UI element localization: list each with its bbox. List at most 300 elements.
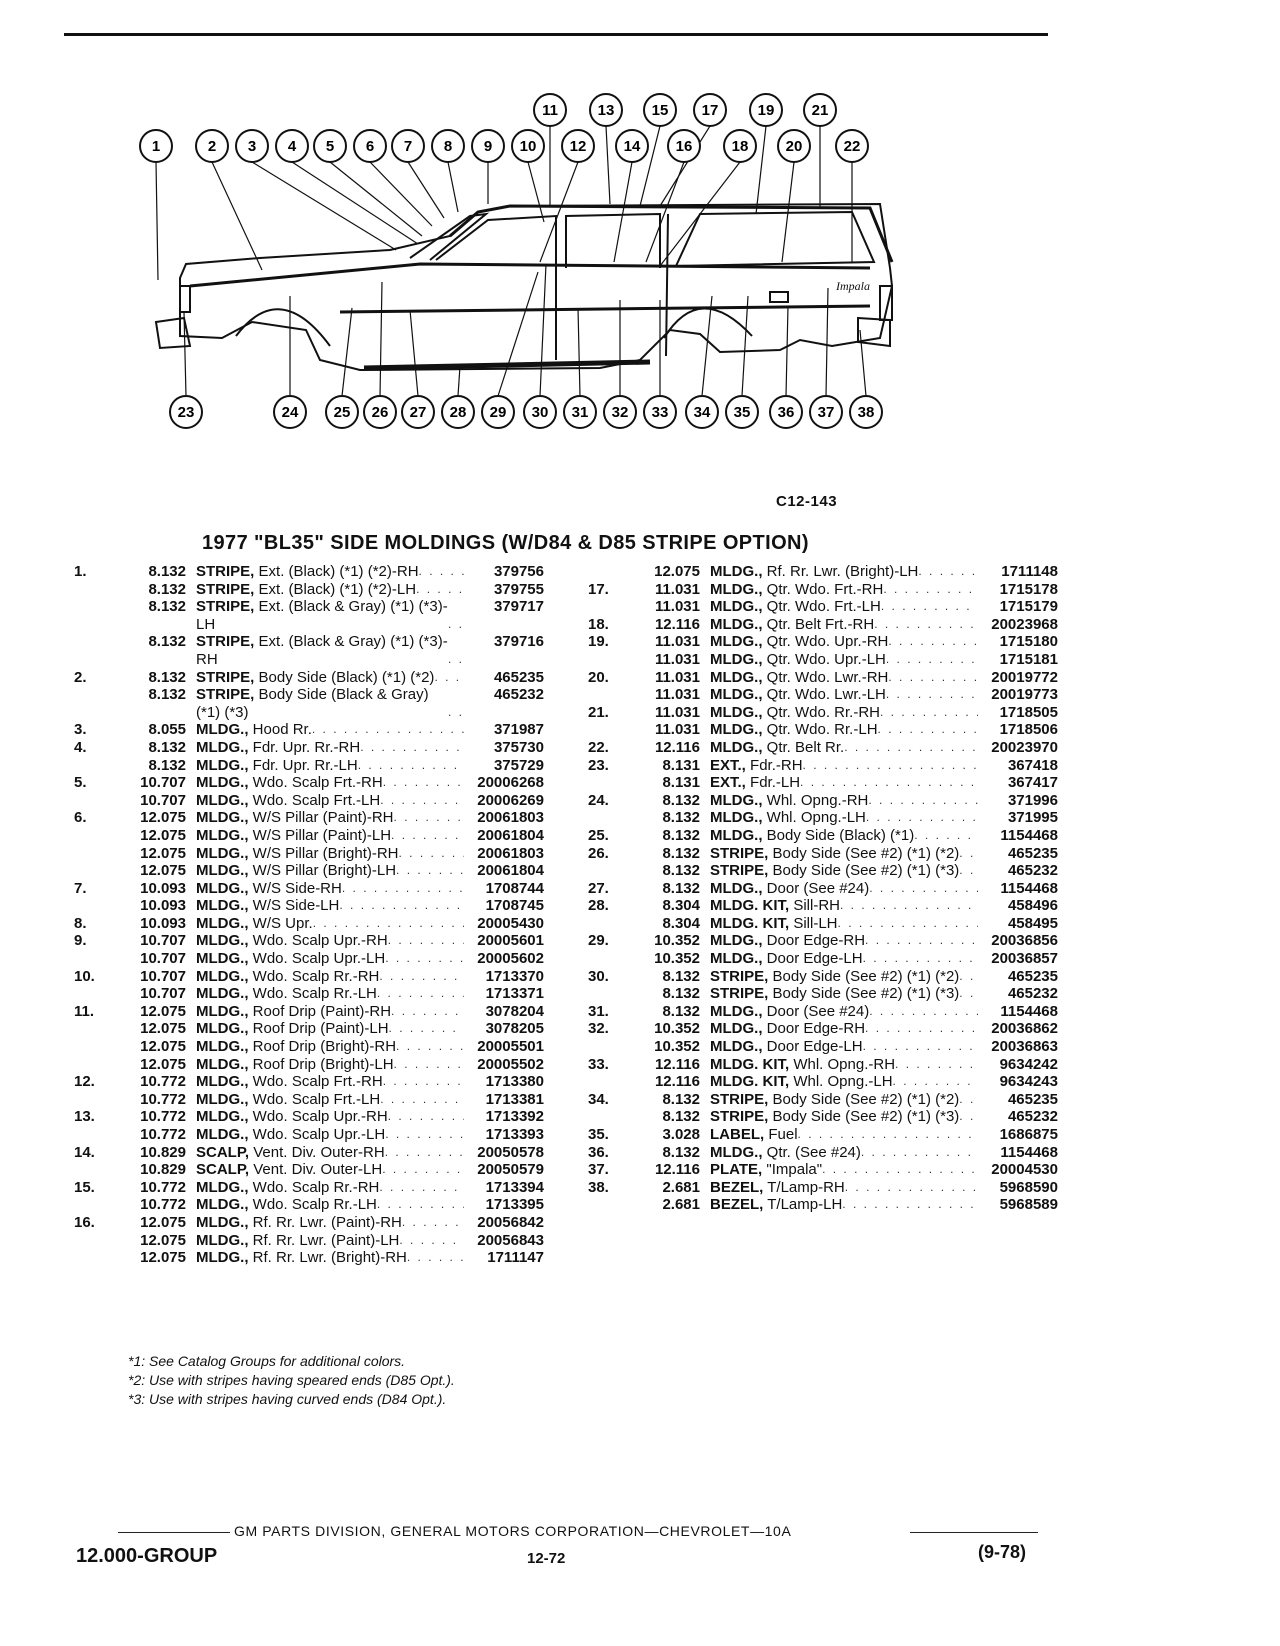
group-number: 8.304 [662,914,700,932]
part-keyword: MLDG., [710,1020,763,1038]
part-description [196,669,464,687]
part-row [74,1161,544,1179]
part-detail: Whl. Opng.-LH [766,809,866,827]
leader-dots [448,616,464,634]
group-number: 10.093 [140,897,186,915]
part-description [710,651,978,669]
leader-dots [861,1144,978,1162]
group-number: 2.681 [662,1196,700,1214]
part-row [588,1161,1058,1179]
group-number: 10.352 [654,1020,700,1038]
part-keyword: MLDG., [710,1002,763,1020]
group-number: 10.772 [140,1178,186,1196]
part-number: 1154468 [1000,1143,1058,1161]
callout-36 [770,396,802,428]
part-detail: W/S Pillar (Paint)-RH [252,809,394,827]
callout-27 [402,396,434,428]
part-number: 1718505 [999,703,1058,721]
part-number: 1713381 [485,1090,544,1108]
part-row [74,1091,544,1109]
part-detail: Qtr. (See #24) [766,1143,861,1161]
part-row [74,985,544,1003]
part-detail: Vent. Div. Outer-RH [253,1143,385,1161]
part-number: 465232 [1007,985,1058,1003]
leader-line [448,162,458,212]
part-description [710,581,978,599]
part-number: 1154468 [1000,826,1058,844]
part-number: 5968589 [999,1196,1058,1214]
callout-37 [810,396,842,428]
leader-dots [448,651,464,669]
leader-dots [382,1161,464,1179]
part-description [196,563,464,581]
group-number: 10.829 [140,1161,186,1179]
part-description [710,669,978,687]
part-detail: Qtr. Wdo. Frt.-LH [766,598,881,616]
part-detail: Rf. Rr. Lwr. (Paint)-LH [252,1231,400,1249]
leader-line [292,162,418,244]
part-number: 367417 [1007,774,1058,792]
leader-dots [388,1108,464,1126]
part-row [74,739,544,757]
part-detail: Door Edge-LH [766,1038,863,1056]
part-keyword: MLDG., [196,791,249,809]
group-number: 10.707 [140,985,186,1003]
part-row [74,1003,544,1021]
group-number: 12.116 [654,615,700,633]
leader-dots [339,897,464,915]
part-description [710,809,978,827]
item-number: 14. [74,1143,95,1161]
part-detail: Door (See #24) [766,879,870,897]
callout-number: 34 [693,404,711,421]
part-description [196,1003,464,1021]
roof-line [450,206,892,262]
callout-1 [140,130,172,162]
part-row [588,932,1058,950]
leader-dots [385,1144,464,1162]
callout-26 [364,396,396,428]
part-keyword: MLDG., [710,791,763,809]
callout-number: 37 [817,404,835,421]
part-description [710,932,978,950]
leader-dots [863,950,978,968]
leader-dots [959,862,978,880]
group-number: 8.131 [662,756,700,774]
part-number: 20005501 [477,1038,544,1056]
leader-dots [800,774,978,792]
leader-lines [156,126,866,396]
callout-number: 15 [651,102,669,119]
part-keyword: MLDG., [196,1213,249,1231]
part-number: 3078204 [485,1002,544,1020]
part-description [710,1126,978,1144]
part-number: 3078205 [485,1020,544,1038]
part-number: 20019772 [991,668,1058,686]
part-detail: Wdo. Scalp Rr.-RH [252,967,380,985]
leader-dots [383,1073,464,1091]
part-detail: Wdo. Scalp Rr.-LH [252,985,377,1003]
part-detail: Sill-LH [793,914,838,932]
leader-dots [880,704,978,722]
item-number: 21. [588,703,609,721]
part-description [710,633,978,651]
part-description [710,686,978,704]
group-number: 12.075 [140,1213,186,1231]
part-detail: Body Side (See #2) (*1) (*3) [772,985,960,1003]
callout-2 [196,130,228,162]
part-detail: Qtr. Belt Frt.-RH [766,615,875,633]
part-keyword: MLDG., [196,1126,249,1143]
part-number: 465232 [493,686,544,704]
part-number: 465235 [1007,844,1058,862]
callout-number: 11 [542,102,558,119]
leader-line [498,272,538,396]
part-keyword: MLDG. KIT, [710,914,790,932]
callout-4 [276,130,308,162]
callout-number: 20 [785,138,803,155]
part-row [588,686,1058,704]
item-number: 13. [74,1108,95,1126]
part-description [196,809,464,827]
part-keyword: MLDG., [196,879,249,897]
part-description [710,563,978,581]
leader-dots [838,915,978,933]
part-detail: Roof Drip (Paint)-LH [252,1020,389,1038]
part-detail: W/S Upr. [252,914,313,932]
leader-dots [914,827,978,845]
part-keyword: MLDG., [196,950,249,968]
part-detail: Qtr. Wdo. Upr.-LH [766,650,886,668]
leader-dots [396,1038,464,1056]
part-keyword: MLDG., [710,650,763,668]
leader-line [742,296,748,396]
callout-5 [314,130,346,162]
leader-dots [844,739,978,757]
leader-dots [389,1020,464,1038]
part-detail: Ext. (Black) (*1) (*2)-LH [258,580,417,598]
part-row [588,880,1058,898]
callout-10 [512,130,544,162]
part-keyword: MLDG., [196,756,249,774]
part-row [588,862,1058,880]
part-row [588,633,1058,651]
item-number: 9. [74,932,87,950]
part-row [588,897,1058,915]
leader-dots [959,985,978,1003]
leader-dots [396,862,464,880]
group-number: 11.031 [654,703,700,721]
part-number: 20061804 [477,826,544,844]
part-number: 375730 [493,738,544,756]
part-row [74,1073,544,1091]
item-number: 4. [74,738,87,756]
part-description [196,757,464,775]
leader-dots [385,950,464,968]
group-number: 10.772 [140,1073,186,1091]
callout-14 [616,130,648,162]
callout-3 [236,130,268,162]
part-keyword: MLDG., [196,774,249,792]
part-detail: Sill-RH [793,897,841,915]
leader-line [578,308,580,396]
part-row [588,1003,1058,1021]
callout-number: 7 [403,138,413,155]
part-detail: Fdr. Upr. Rr.-LH [252,756,358,774]
part-description [710,1161,978,1179]
part-description [196,1056,464,1074]
part-detail: Wdo. Scalp Upr.-RH [252,932,388,950]
part-row [588,950,1058,968]
part-detail: Door (See #24) [766,1002,870,1020]
part-description [196,792,464,810]
callout-number: 12 [569,138,587,155]
part-description [710,1073,978,1091]
leader-line [528,162,544,222]
footnote: *1: See Catalog Groups for additional colors. [128,1353,406,1369]
part-keyword: MLDG. KIT, [710,897,790,915]
part-number: 1711147 [487,1249,544,1267]
group-number: 8.132 [662,862,700,880]
leader-dots [380,1091,464,1109]
part-keyword: MLDG., [196,738,249,756]
part-row [588,581,1058,599]
part-keyword: MLDG., [196,1249,249,1267]
part-number: 458495 [1007,914,1058,932]
part-row [588,1020,1058,1038]
part-number: 1686875 [999,1126,1058,1143]
part-description [196,1179,464,1197]
part-number: 1713393 [485,1126,544,1143]
group-label: 12.000-GROUP [76,1545,218,1567]
part-row [588,1179,1058,1197]
leader-dots [394,809,464,827]
callout-38 [850,396,882,428]
callout-34 [686,396,718,428]
part-number: 20061803 [477,844,544,862]
section-title: 1977 "BL35" SIDE MOLDINGS (W/D84 & D85 STRIPE OPTION) [202,532,809,554]
callout-number: 10 [519,138,537,155]
parts-list-left [74,563,544,1267]
part-row [74,950,544,968]
item-number: 28. [588,897,609,915]
part-row [74,845,544,863]
part-row [588,985,1058,1003]
leader-dots [399,845,464,863]
part-detail: W/S Side-LH [252,897,340,915]
group-number: 12.116 [654,1161,700,1179]
part-detail: Wdo. Scalp Rr.-RH [252,1178,380,1196]
group-number: 12.075 [654,563,700,580]
part-keyword: STRIPE, [196,563,255,580]
part-keyword: MLDG., [710,879,763,897]
part-row [74,862,544,880]
callout-number: 21 [811,102,829,119]
part-row [588,968,1058,986]
callout-9 [472,130,504,162]
part-keyword: MLDG., [196,809,249,827]
part-row [588,616,1058,634]
part-keyword: MLDG., [196,897,249,915]
item-number: 31. [588,1002,609,1020]
part-number: 5968590 [999,1178,1058,1196]
leader-dots [312,721,464,739]
car-diagram [0,0,1280,460]
part-number: 379717 [493,598,544,616]
part-number: 1711148 [1001,563,1058,580]
callout-number: 4 [287,138,297,155]
parts-list-right [588,563,1058,1214]
part-number: 20036862 [991,1020,1058,1038]
leader-dots [888,669,978,687]
leader-line [342,308,352,396]
part-detail: Door Edge-RH [766,1020,866,1038]
part-keyword: STRIPE, [196,633,255,651]
part-number: 1715179 [999,598,1058,616]
callout-11 [534,94,566,126]
part-description [196,739,464,757]
part-detail: Ext. (Black) (*1) (*2)-RH [258,563,419,580]
leader-line [212,162,262,270]
callout-number: 26 [371,404,389,421]
part-keyword: EXT., [710,756,746,774]
leader-dots [399,1232,464,1250]
callout-13 [590,94,622,126]
part-description [710,1003,978,1021]
part-keyword: STRIPE, [710,1090,769,1108]
part-number: 1713394 [485,1178,544,1196]
part-detail: Wdo. Scalp Frt.-RH [252,774,383,792]
part-row [588,598,1058,616]
part-description [710,616,978,634]
part-keyword: MLDG., [710,563,763,580]
part-detail: Rf. Rr. Lwr. (Paint)-RH [252,1213,402,1231]
leader-line [252,162,396,250]
leader-dots [383,774,464,792]
group-number: 12.116 [654,1073,700,1091]
group-number: 11.031 [654,686,700,704]
part-detail: Wdo. Scalp Frt.-RH [252,1073,383,1091]
part-keyword: MLDG., [196,1073,249,1091]
part-number: 20050578 [477,1143,544,1161]
part-keyword: MLDG., [196,1196,249,1214]
part-keyword: PLATE, [710,1161,763,1179]
leader-dots [391,1003,464,1021]
item-number: 19. [588,633,609,651]
part-number: 1715181 [999,650,1058,668]
callout-number: 1 [151,138,161,155]
part-detail: T/Lamp-RH [767,1178,845,1196]
callout-number: 30 [531,404,549,421]
part-number: 371987 [493,721,544,739]
headlamp [180,286,190,312]
callout-number: 6 [365,138,375,155]
part-row [74,1108,544,1126]
callout-number: 9 [483,138,493,155]
leader-dots [377,1196,464,1214]
part-detail: Whl. Opng.-RH [766,791,869,809]
part-keyword: MLDG., [196,844,249,862]
part-description [196,1196,464,1214]
group-number: 11.031 [654,580,700,598]
callout-number: 24 [281,404,299,421]
part-description [710,915,978,933]
part-keyword: MLDG., [710,721,763,739]
part-keyword: BEZEL, [710,1178,764,1196]
part-description [196,633,464,668]
part-row [588,757,1058,775]
leader-dots [448,704,464,722]
group-number: 12.075 [140,809,186,827]
part-keyword: MLDG., [710,826,763,844]
part-row [588,704,1058,722]
group-number: 8.132 [148,668,186,686]
group-number: 8.132 [662,879,700,897]
part-detail: Fdr.-LH [750,774,801,792]
item-number: 37. [588,1161,609,1179]
part-description [710,704,978,722]
leader-dots [874,616,978,634]
part-description [196,1144,464,1162]
part-keyword: MLDG., [710,580,763,598]
part-description [196,1126,464,1144]
group-number: 8.132 [662,1143,700,1161]
group-number: 12.075 [140,826,186,844]
part-description [196,1214,464,1232]
group-number: 10.707 [140,774,186,792]
item-number: 23. [588,756,609,774]
group-number: 8.132 [662,791,700,809]
group-number: 10.829 [140,1143,186,1161]
part-number: 1713371 [485,985,544,1003]
leader-dots [419,563,464,581]
part-description [710,1020,978,1038]
part-row [588,915,1058,933]
part-description [710,897,978,915]
group-number: 8.304 [662,897,700,915]
leader-line [702,296,712,396]
part-number: 20036856 [991,932,1058,950]
part-number: 20023970 [991,738,1058,756]
part-row [588,1126,1058,1144]
part-number: 20023968 [991,615,1058,633]
part-detail: W/S Pillar (Bright)-LH [252,862,397,880]
item-number: 29. [588,932,609,950]
part-row [74,1056,544,1074]
callout-number: 28 [449,404,467,421]
part-number: 20036863 [991,1038,1058,1056]
part-number: 1708745 [485,897,544,915]
group-number: 12.116 [654,738,700,756]
callout-number: 8 [443,138,453,155]
leader-line [410,310,418,396]
part-description [196,1073,464,1091]
fuel-door [770,292,788,302]
part-detail: Body Side (See #2) (*1) (*2) [772,844,960,862]
part-description [196,915,464,933]
part-description [710,968,978,986]
part-keyword: MLDG., [196,862,249,880]
group-number: 8.132 [148,738,186,756]
part-detail: Wdo. Scalp Frt.-LH [252,791,381,809]
part-keyword: MLDG., [710,738,763,756]
part-detail: Qtr. Wdo. Lwr.-RH [766,668,889,686]
part-number: 465235 [493,668,544,686]
part-detail: Wdo. Scalp Rr.-LH [252,1196,377,1214]
item-number: 7. [74,879,87,897]
part-number: 1713395 [485,1196,544,1214]
part-description [196,1232,464,1250]
